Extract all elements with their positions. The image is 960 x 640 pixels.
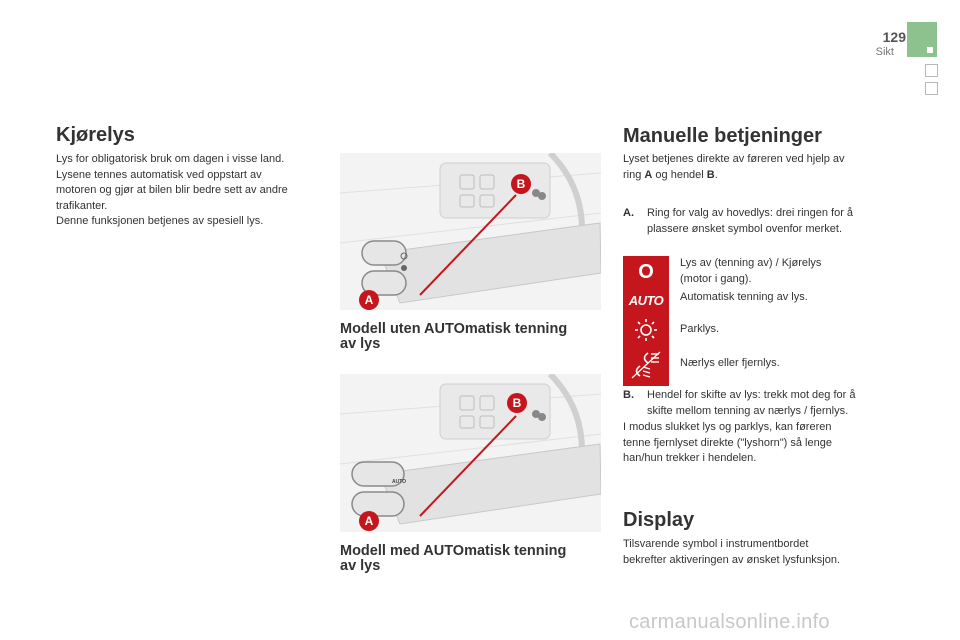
caption-line: Modell uten AUTOmatisk tenning [340, 321, 568, 337]
marker-a: A [359, 290, 379, 310]
watermark: carmanualsonline.info [629, 611, 830, 633]
page-number: 129 [882, 29, 906, 45]
list-item-a [623, 206, 903, 237]
ref-a: A [644, 168, 653, 181]
lights-off-description [680, 256, 900, 287]
text-line: Lysene tennes automatisk ved oppstart av [56, 168, 262, 181]
ring-auto-label: AUTO [392, 479, 407, 485]
kjorelys-text [56, 152, 326, 230]
section-tab[interactable] [925, 64, 938, 77]
list-label: B. [623, 389, 634, 401]
flash-text [623, 420, 903, 467]
low-high-beam-icon [627, 348, 665, 382]
section-tab-active[interactable] [907, 22, 937, 57]
text-line: Lys for obligatorisk bruk om dagen i visse land. [56, 153, 285, 165]
stalk-illustration [340, 153, 601, 310]
text-line: skifte mellom tenning av nærlys / fjernlys. [647, 404, 849, 417]
text-line: Tilsvarende symbol i instrumentbordet [623, 538, 809, 550]
text-line: plassere ønsket symbol ovenfor merket. [647, 222, 843, 235]
text-line: Ring for valg av hovedlys: drei ringen for å [647, 207, 854, 219]
display-text [623, 537, 903, 568]
list-text [647, 388, 855, 419]
caption-line: av lys [340, 336, 381, 352]
text-run: og hendel [652, 168, 707, 181]
stalk-photo-with-auto [340, 374, 601, 532]
light-symbol-strip [623, 256, 669, 386]
text-line: motoren og gjør at bilen blir bedre sett av andre [56, 184, 288, 197]
ref-b: B [706, 168, 715, 181]
text-line: (motor i gang). [680, 272, 752, 285]
auto-description: Automatisk tenning av lys. [680, 291, 808, 303]
caption-line: av lys [340, 558, 381, 574]
text-line: Denne funksjonen betjenes av spesiell lys. [56, 215, 264, 228]
stalk-illustration [340, 374, 601, 532]
text-run: . [714, 168, 718, 181]
list-label: A. [623, 207, 634, 219]
auto-symbol [627, 286, 665, 314]
text-line: trafikanter. [56, 199, 108, 212]
section-label: Sikt [875, 46, 894, 58]
marker-b: B [507, 393, 527, 413]
text-line [623, 168, 903, 184]
lights-off-symbol [627, 258, 665, 286]
text-line: Lyset betjenes direkte av føreren ved hjelp av [623, 153, 845, 165]
list-item-b [623, 388, 903, 419]
off-glyph: O [638, 260, 654, 283]
section-title-kjorelys: Kjørelys [56, 124, 135, 146]
section-title-display: Display [623, 509, 695, 531]
list-text [647, 206, 853, 237]
manuelle-intro [623, 152, 903, 183]
text-line: Hendel for skifte av lys: trekk mot deg for å [647, 389, 856, 401]
caption-line: Modell med AUTOmatisk tenning [340, 543, 567, 559]
section-title-manuelle: Manuelle betjeninger [623, 125, 822, 147]
auto-glyph: AUTO [628, 292, 664, 308]
marker-a: A [359, 511, 379, 531]
text-line: han/hun trekker i hendelen. [623, 452, 757, 465]
text-run: ring [623, 168, 645, 181]
parking-light-icon [627, 316, 665, 344]
stalk-photo-without-auto [340, 153, 601, 310]
section-tab[interactable] [925, 82, 938, 95]
text-line: tenne fjernlyset direkte ("lyshorn") så lenge [623, 436, 832, 449]
figure-caption-without-auto [340, 322, 610, 352]
text-line: Lys av (tenning av) / Kjørelys [680, 257, 822, 269]
text-line: bekrefter aktiveringen av ønsket lysfunksjon. [623, 553, 841, 566]
figure-caption-with-auto [340, 544, 610, 574]
marker-b: B [511, 174, 531, 194]
text-line: I modus slukket lys og parklys, kan føreren [623, 421, 832, 433]
parking-description: Parklys. [680, 323, 720, 335]
beam-description: Nærlys eller fjernlys. [680, 357, 780, 369]
